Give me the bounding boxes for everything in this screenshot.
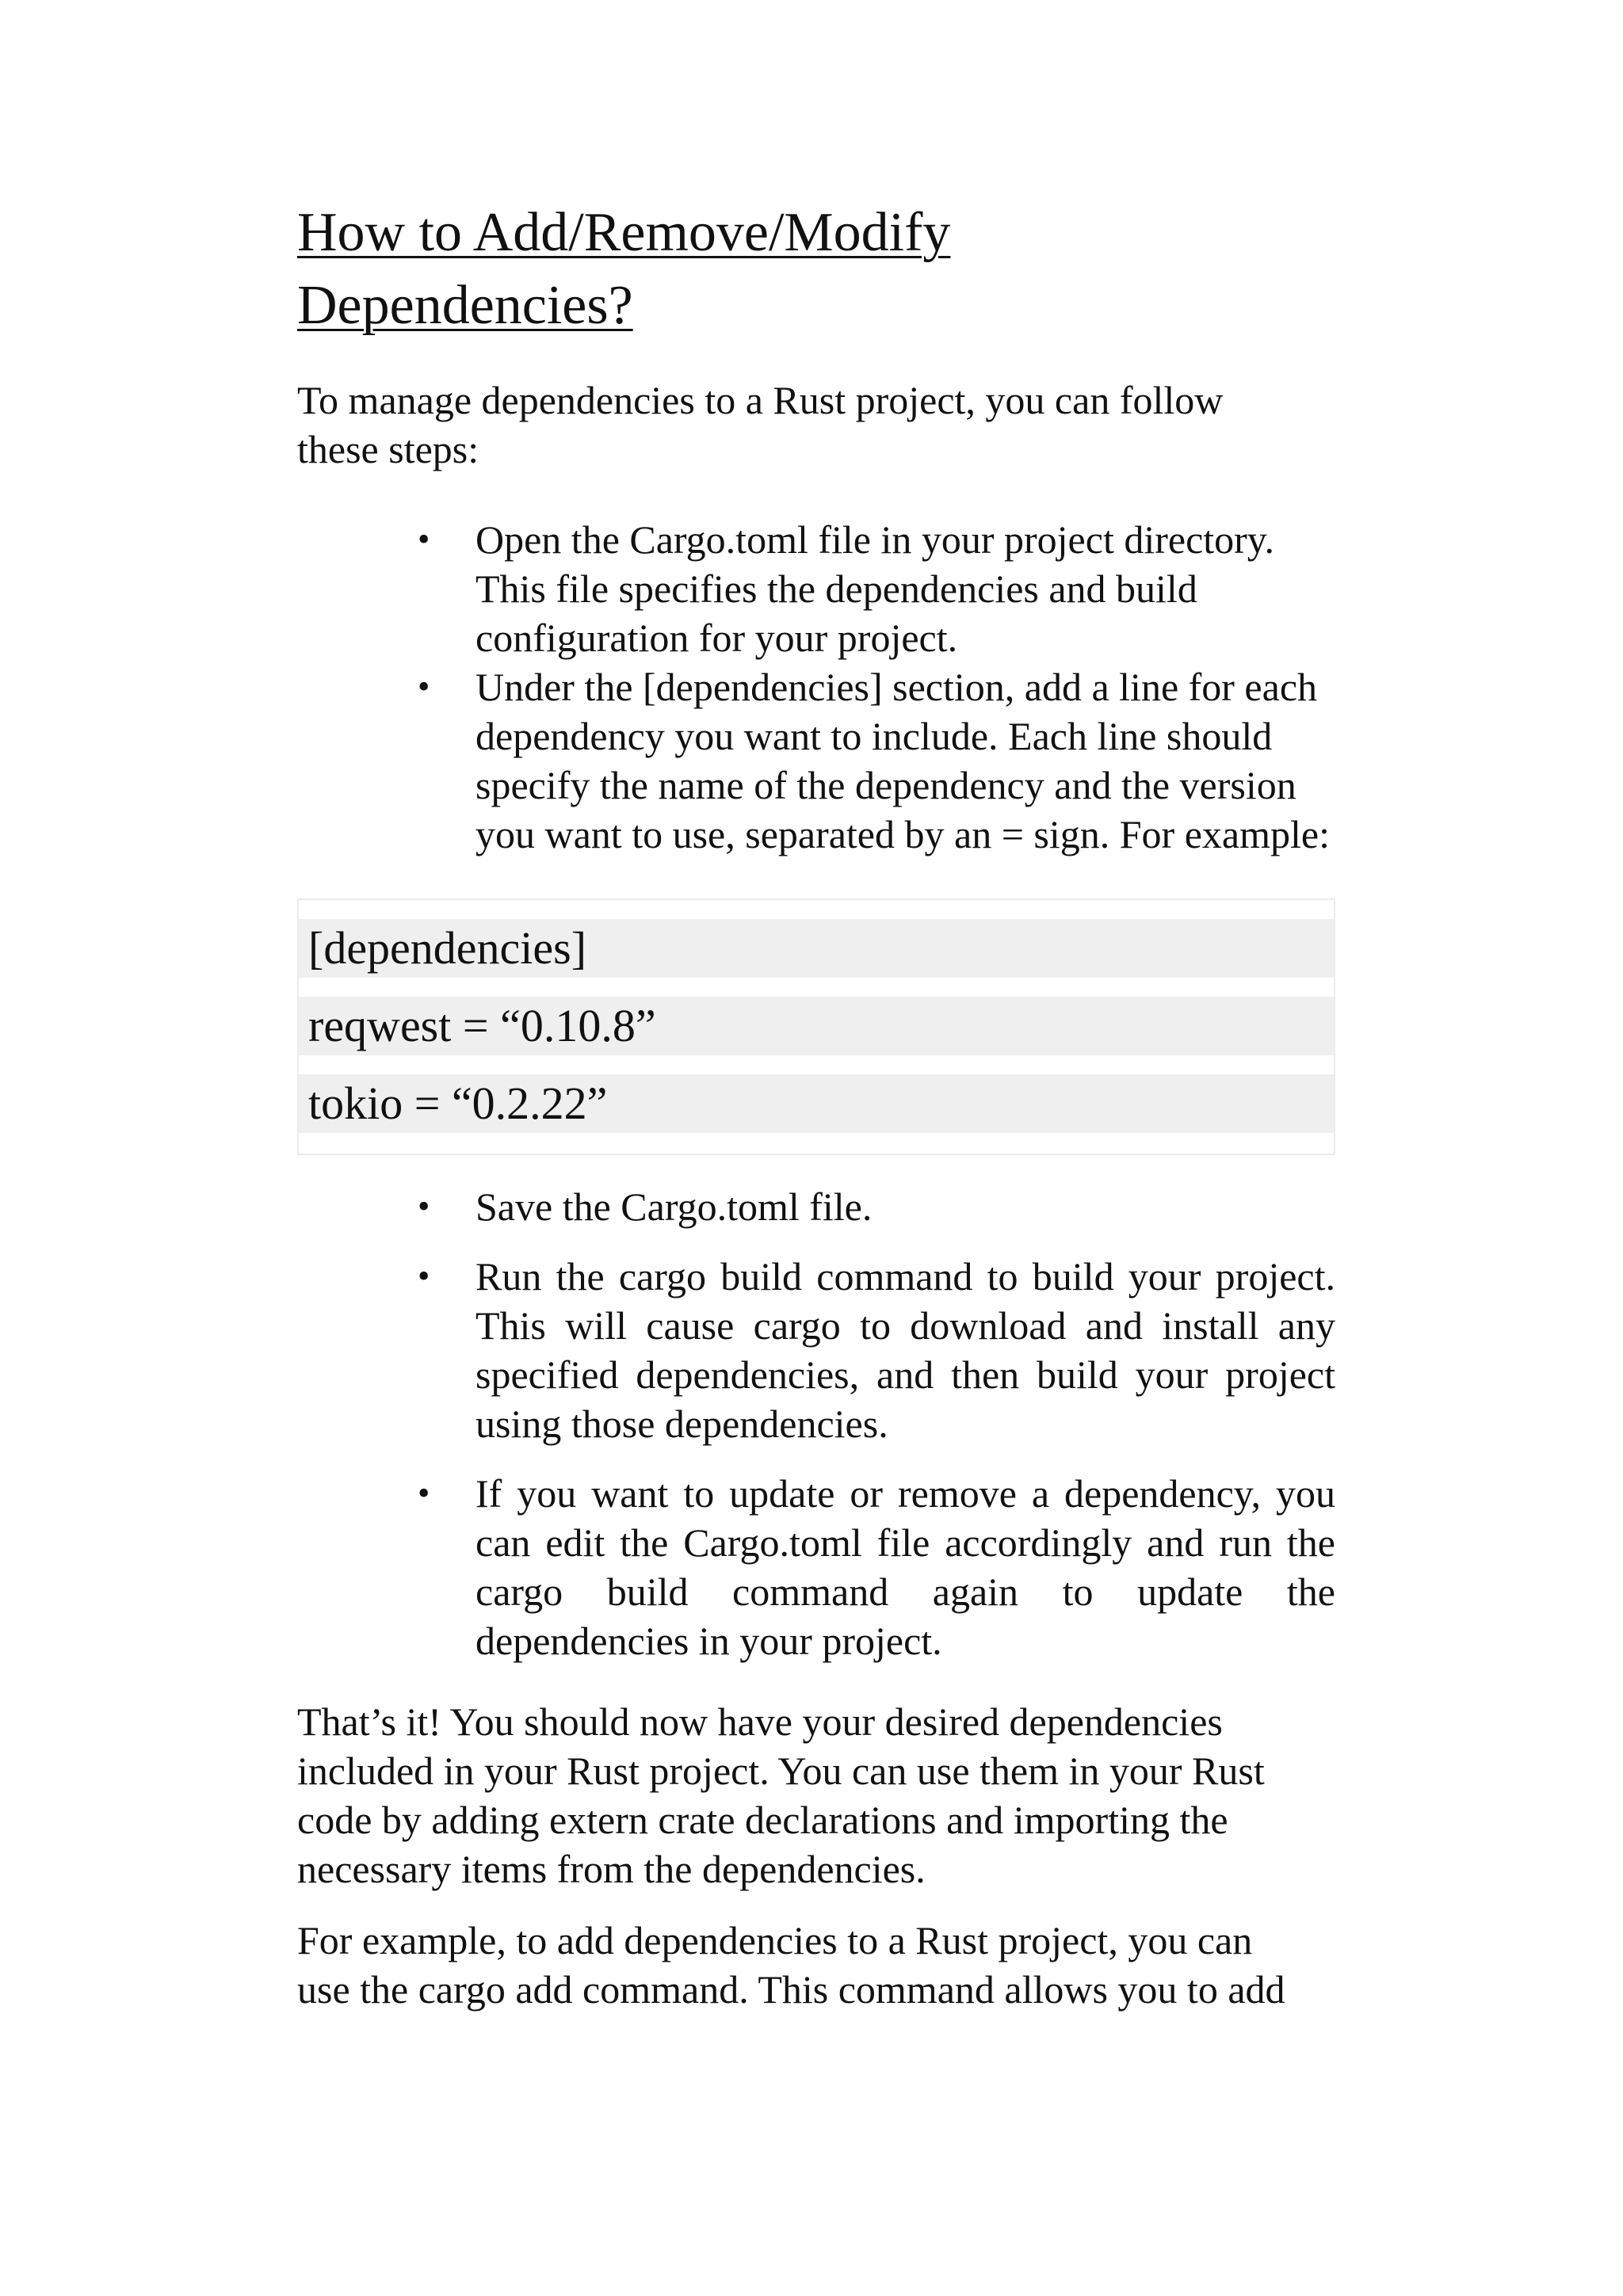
bullet-icon: • <box>418 1474 430 1512</box>
list-item-text: Open the Cargo.toml file in your project directory. This file specifies the dependencies and build configuration for your project. <box>475 517 1275 660</box>
list-item <box>297 1469 1335 1665</box>
steps-list-after-code <box>297 1182 1335 1665</box>
intro-paragraph: To manage dependencies to a Rust project, you can follow these steps: <box>297 378 1224 471</box>
steps-list-before-code <box>297 515 1335 859</box>
list-item <box>297 1182 1335 1231</box>
code-line: [dependencies] <box>299 919 1334 978</box>
page-title: How to Add/Remove/Modify Dependencies? <box>297 202 951 336</box>
code-line: tokio = “0.2.22” <box>299 1074 1334 1133</box>
code-block <box>297 898 1335 1155</box>
list-item-text: Run the cargo build command to build your project. This will cause cargo to download and install any specified dependencies, and then build your project using those dependencies. <box>475 1254 1335 1446</box>
code-line: reqwest = “0.10.8” <box>299 997 1334 1055</box>
bullet-icon: • <box>418 520 430 559</box>
list-item <box>297 1252 1335 1448</box>
list-item <box>297 515 1335 662</box>
bullet-icon: • <box>418 1257 430 1295</box>
list-item-text: Under the [dependencies] section, add a line for each dependency you want to include. Each line should specify the name of the dependency and the version you want to use, separated by an = sign. For example: <box>475 665 1330 856</box>
bullet-icon: • <box>418 667 430 706</box>
document-page <box>297 196 1335 2014</box>
list-item-text: Save the Cargo.toml file. <box>475 1184 873 1229</box>
conclusion-paragraph: That’s it! You should now have your desired dependencies included in your Rust project. You can use them in your Rust code by adding extern crate declarations and importing the necessary items from the dependencies. <box>297 1699 1265 1891</box>
list-item <box>297 662 1335 859</box>
example-paragraph: For example, to add dependencies to a Rust project, you can use the cargo add command. This command allows you to add <box>297 1918 1285 2012</box>
list-item-text: If you want to update or remove a dependency, you can edit the Cargo.toml file accordingly and run the cargo build command again to update the dependencies in your project. <box>475 1471 1335 1663</box>
bullet-icon: • <box>418 1187 430 1226</box>
